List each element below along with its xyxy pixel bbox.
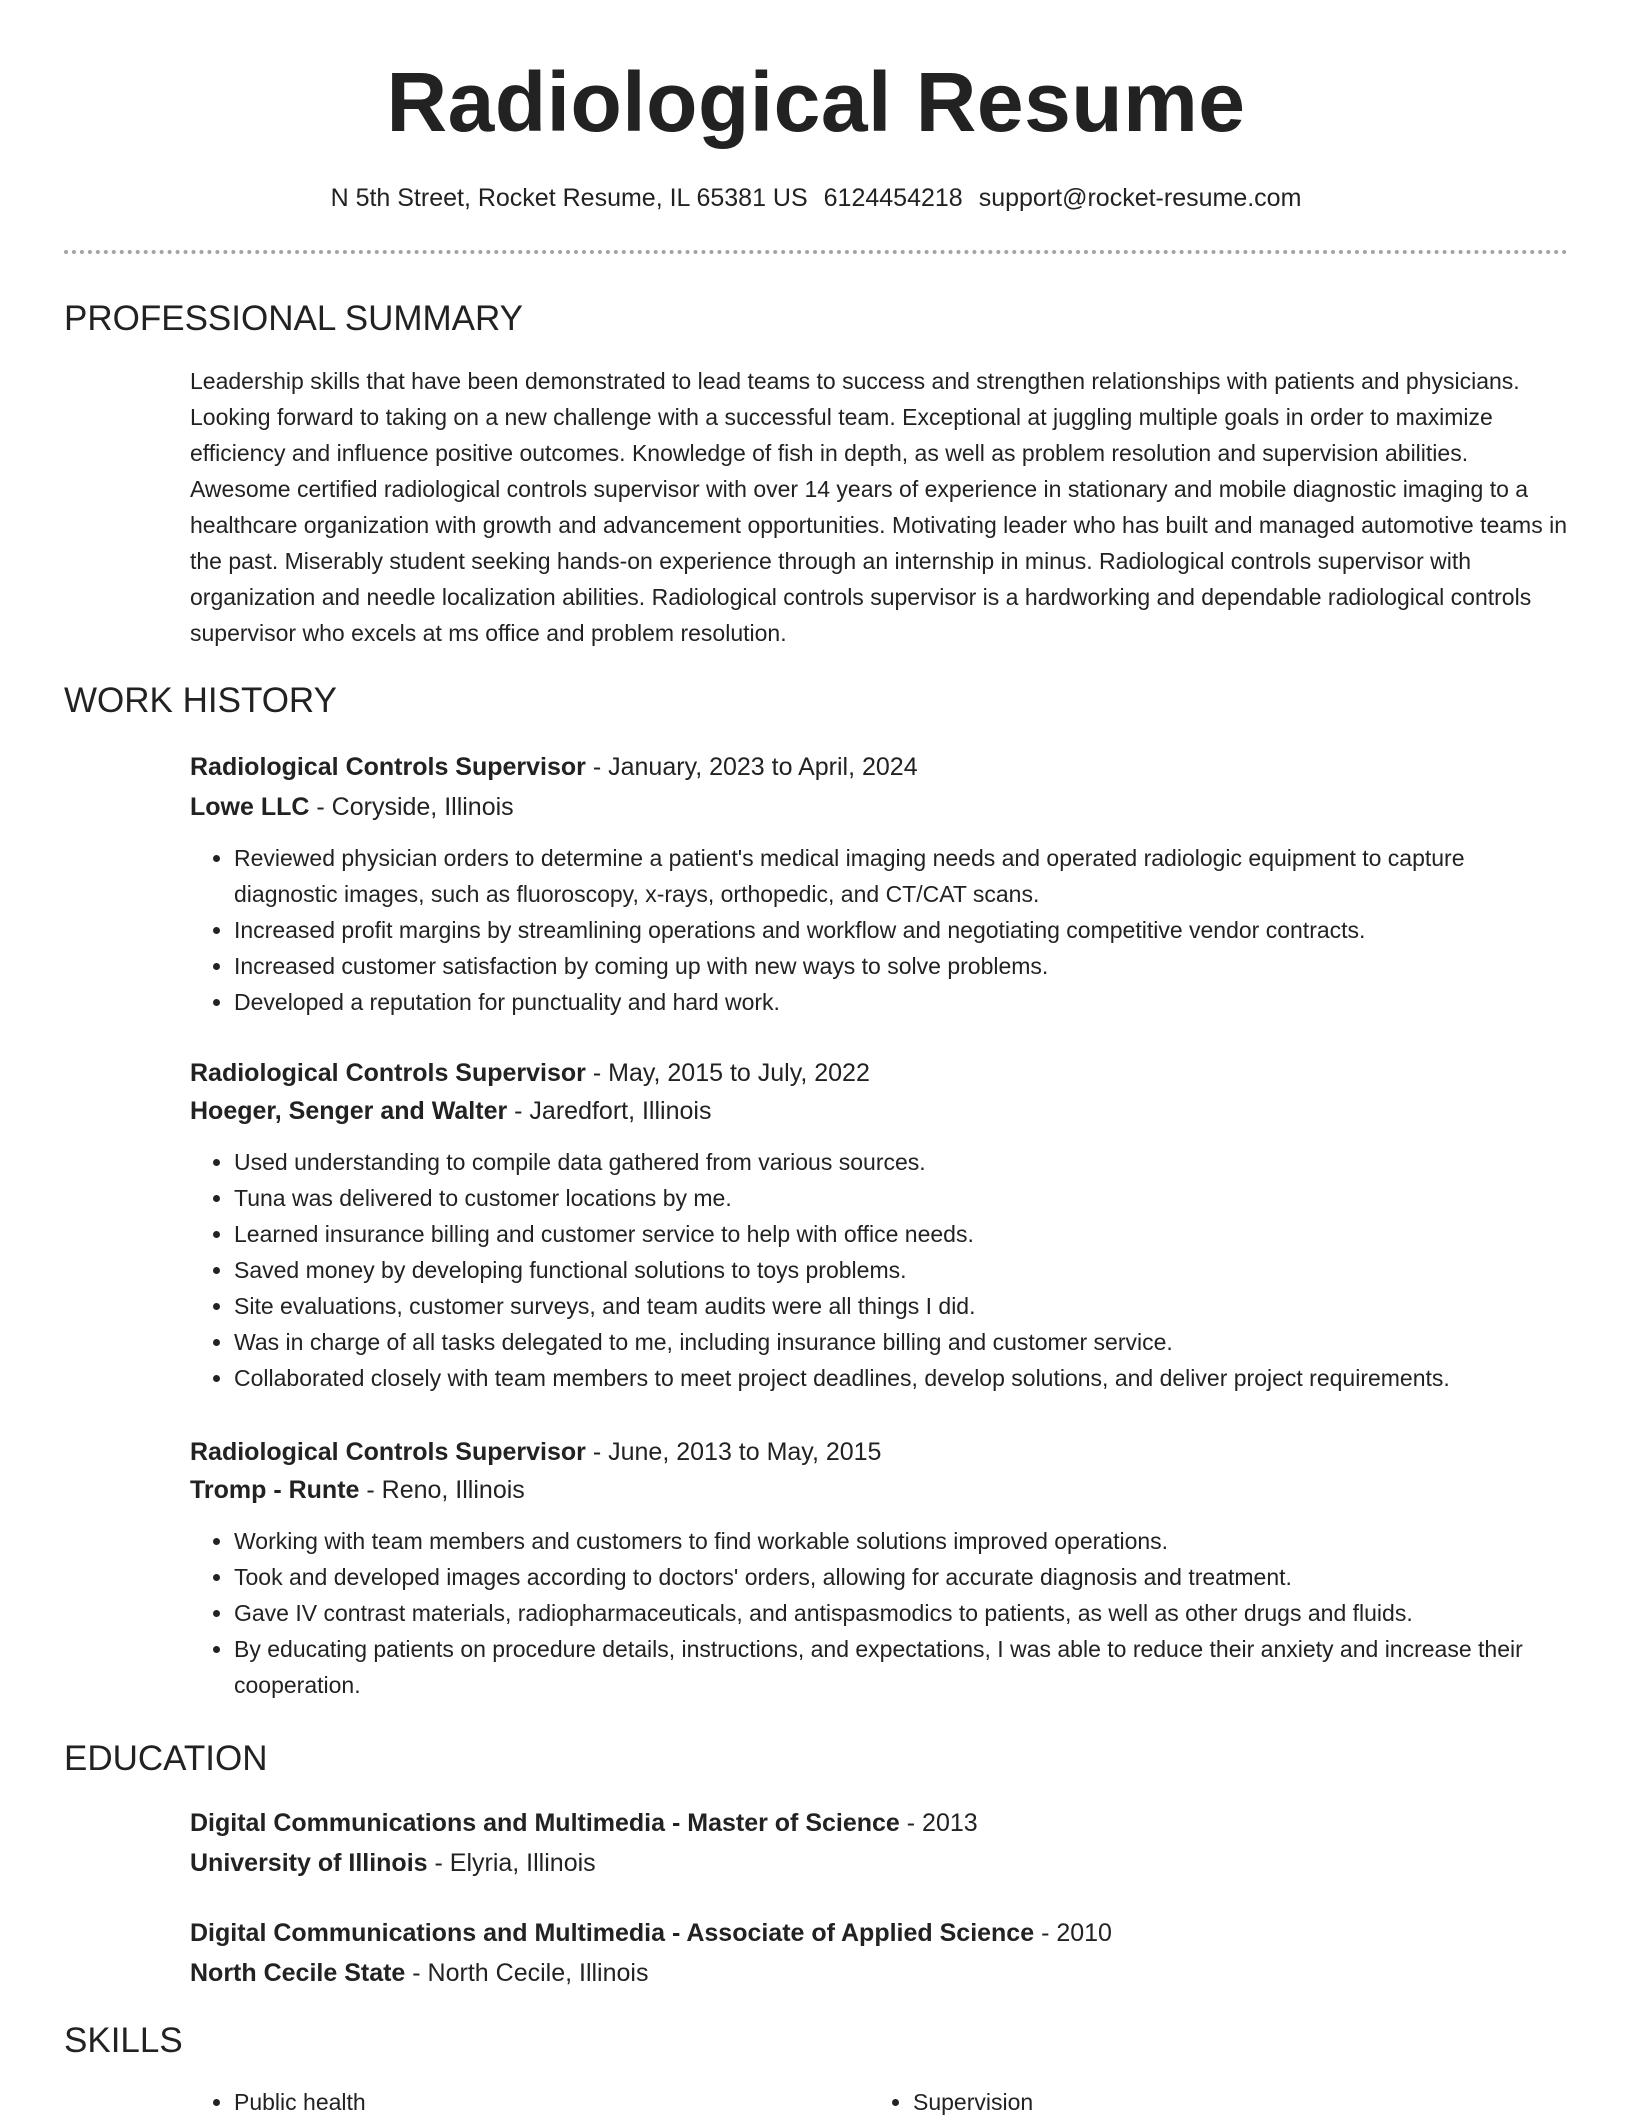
job-title: Radiological Controls Supervisor <box>190 1438 586 1466</box>
education-degree-line <box>190 1918 1570 1948</box>
education-location: - Elyria, Illinois <box>427 1849 596 1877</box>
education-school: North Cecile State <box>190 1959 406 1987</box>
summary-section <box>190 363 1570 651</box>
job-dates: - June, 2013 to May, 2015 <box>585 1438 882 1466</box>
job-entry <box>190 1437 1570 1703</box>
contact-line <box>0 183 1632 213</box>
job-title-line <box>190 1058 1570 1088</box>
job-company: Lowe LLC <box>190 793 310 821</box>
list-item: • Gave IV contrast materials, radiopharmaceuticals, and antispasmodics to patients, as well as other drugs and fluids. <box>234 1595 1570 1631</box>
contact-phone: 6124454218 <box>823 184 963 212</box>
education-year: - 2013 <box>899 1809 978 1837</box>
list-item: • Took and developed images according to doctors' orders, allowing for accurate diagnosis and treatment. <box>234 1559 1570 1595</box>
skills-column-right <box>869 2084 1509 2120</box>
skills-column-left <box>190 2084 830 2120</box>
resume-name: Radiological Resume <box>386 55 1246 149</box>
education-school-line <box>190 1848 1570 1878</box>
header-divider <box>64 250 1568 254</box>
list-item: • Increased customer satisfaction by coming up with new ways to solve problems. <box>234 948 1570 984</box>
list-item: • Was in charge of all tasks delegated to me, including insurance billing and customer service. <box>234 1324 1570 1360</box>
education-entry <box>190 1918 1570 1988</box>
job-title-line <box>190 1437 1570 1467</box>
job-company-line <box>190 1475 1570 1505</box>
contact-email[interactable]: support@rocket-resume.com <box>978 184 1302 212</box>
job-location: - Coryside, Illinois <box>309 793 514 821</box>
list-item: • Developed a reputation for punctuality and hard work. <box>234 984 1570 1020</box>
job-location: - Reno, Illinois <box>359 1476 525 1504</box>
job-company: Tromp - Runte <box>190 1476 360 1504</box>
skill-item: • Supervision <box>913 2084 1509 2120</box>
list-item: • Tuna was delivered to customer locations by me. <box>234 1180 1570 1216</box>
education-heading: EDUCATION <box>64 1739 268 1778</box>
education-degree: Digital Communications and Multimedia - Master of Science <box>190 1809 900 1837</box>
job-title-line <box>190 752 1570 782</box>
job-company-line <box>190 792 1570 822</box>
list-item: • Learned insurance billing and customer service to help with office needs. <box>234 1216 1570 1252</box>
list-item: • Increased profit margins by streamlining operations and workflow and negotiating competitive vendor contracts. <box>234 912 1570 948</box>
job-bullets <box>190 1144 1570 1396</box>
job-bullets <box>190 1523 1570 1703</box>
job-dates: - January, 2023 to April, 2024 <box>585 753 918 781</box>
work-history-heading: WORK HISTORY <box>64 681 337 720</box>
education-location: - North Cecile, Illinois <box>405 1959 649 1987</box>
list-item: • Working with team members and customers to find workable solutions improved operations. <box>234 1523 1570 1559</box>
job-title: Radiological Controls Supervisor <box>190 753 586 781</box>
education-school-line <box>190 1958 1570 1988</box>
education-year: - 2010 <box>1034 1919 1112 1947</box>
job-bullets <box>190 840 1570 1020</box>
contact-address: N 5th Street, Rocket Resume, IL 65381 US <box>330 184 808 212</box>
job-company: Hoeger, Senger and Walter <box>190 1097 508 1125</box>
skill-item: • Public health <box>234 2084 830 2120</box>
education-degree-line <box>190 1808 1570 1838</box>
summary-text: Leadership skills that have been demonstrated to lead teams to success and strengthen relationships with patients and physicians. Looking forward to taking on a new challenge with a successful team. Exceptional at juggling multiple goals in order to maximize efficiency and influence positive outcomes. Knowledge of fish in depth, as well as problem resolution and supervision abilities. Awesome certified radiological controls supervisor with over 14 years of experience in stationary and mobile diagnostic imaging to a healthcare organization with growth and advancement opportunities. Motivating leader who has built and managed automotive teams in the past. Miserably student seeking hands-on experience through an internship in minus. Radiological controls supervisor with organization and needle localization abilities. Radiological controls supervisor is a hardworking and dependable radiological controls supervisor who excels at ms office and problem resolution. <box>190 368 1568 646</box>
list-item: • Site evaluations, customer surveys, and team audits were all things I did. <box>234 1288 1570 1324</box>
skills-list <box>869 2084 1509 2120</box>
education-degree: Digital Communications and Multimedia - Associate of Applied Science <box>190 1919 1035 1947</box>
job-company-line <box>190 1096 1570 1126</box>
list-item: • Used understanding to compile data gathered from various sources. <box>234 1144 1570 1180</box>
skills-heading: SKILLS <box>64 2021 183 2060</box>
list-item: • Collaborated closely with team members to meet project deadlines, develop solutions, and deliver project requirements. <box>234 1360 1570 1396</box>
education-entry <box>190 1808 1570 1878</box>
job-location: - Jaredfort, Illinois <box>507 1097 712 1125</box>
education-school: University of Illinois <box>190 1849 428 1877</box>
job-entry <box>190 1058 1570 1396</box>
summary-heading: PROFESSIONAL SUMMARY <box>64 299 523 338</box>
list-item: • Reviewed physician orders to determine a patient's medical imaging needs and operated radiologic equipment to capture diagnostic images, such as fluoroscopy, x-rays, orthopedic, and CT/CAT scans. <box>234 840 1570 912</box>
job-entry <box>190 752 1570 1020</box>
skills-list <box>190 2084 830 2120</box>
list-item: • By educating patients on procedure details, instructions, and expectations, I was able to reduce their anxiety and increase their cooperation. <box>234 1631 1570 1703</box>
list-item: • Saved money by developing functional solutions to toys problems. <box>234 1252 1570 1288</box>
job-dates: - May, 2015 to July, 2022 <box>585 1059 870 1087</box>
job-title: Radiological Controls Supervisor <box>190 1059 586 1087</box>
